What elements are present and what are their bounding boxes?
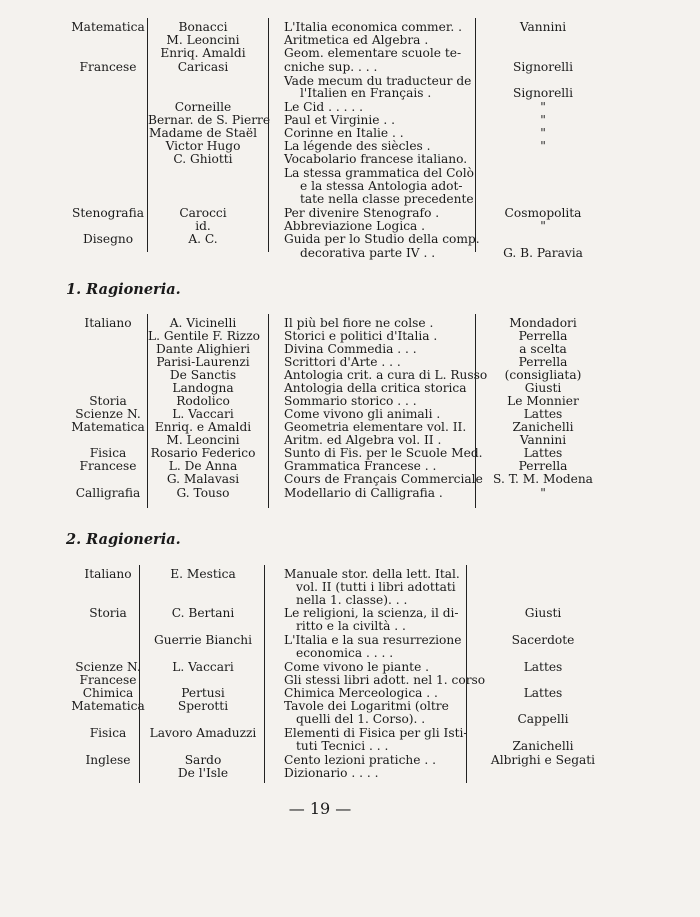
- publisher-cell: Cappelli: [517, 712, 569, 726]
- table-row: [0, 459, 700, 473]
- table-row: [0, 726, 700, 740]
- title-cell: Le religioni, la scienza, il di-: [284, 606, 459, 620]
- publisher-cell: G. B. Paravia: [503, 246, 583, 260]
- column-divider: [268, 18, 269, 252]
- title-cell: tuti Tecnici . . .: [296, 739, 389, 753]
- table-row: [0, 100, 700, 114]
- table-row: [0, 633, 700, 647]
- table-row: [0, 446, 700, 460]
- publisher-cell: ": [540, 219, 546, 233]
- title-cell: tate nella classe precedente: [300, 192, 474, 206]
- table-row: [0, 329, 700, 343]
- subject-cell: Stenografia: [72, 206, 144, 220]
- title-cell: Le Cid . . . . .: [284, 100, 363, 114]
- author-cell: L. Vaccari: [172, 407, 234, 421]
- publisher-cell: Perrella: [518, 459, 568, 473]
- subject-cell: Francese: [79, 673, 137, 687]
- subject-cell: Disegno: [82, 232, 134, 246]
- author-cell: A. C.: [188, 232, 218, 246]
- subject-cell: Francese: [79, 459, 137, 473]
- author-cell: Bonacci: [178, 20, 228, 34]
- publisher-cell: ": [540, 126, 546, 140]
- table-row: [0, 593, 700, 607]
- column-divider: [475, 18, 476, 252]
- title-cell: Sommario storico . . .: [284, 394, 417, 408]
- title-cell: Paul et Virginie . .: [284, 113, 395, 127]
- title-cell: Il più bel fiore ne colse .: [284, 316, 434, 330]
- title-cell: Modellario di Calligrafia .: [284, 486, 443, 500]
- title-cell: Manuale stor. della lett. Ital.: [284, 567, 460, 581]
- table-row: [0, 699, 700, 713]
- title-cell: nella 1. classe). . .: [296, 593, 408, 607]
- table-row: [0, 152, 700, 166]
- author-cell: Dante Alighieri: [156, 342, 250, 356]
- table-row: [0, 86, 700, 100]
- subject-cell: Fisica: [89, 726, 127, 740]
- title-cell: Cento lezioni pratiche . .: [284, 753, 436, 767]
- table-row: [0, 219, 700, 233]
- table-row: [0, 46, 700, 60]
- title-cell: Scrittori d'Arte . . .: [284, 355, 401, 369]
- column-divider: [147, 314, 148, 508]
- table-row: [0, 686, 700, 700]
- author-cell: Madame de Staël: [149, 126, 257, 140]
- publisher-cell: S. T. M. Modena: [493, 472, 593, 486]
- author-cell: M. Leoncini: [166, 433, 240, 447]
- publisher-cell: Lattes: [523, 446, 563, 460]
- title-cell: Come vivono gli animali .: [284, 407, 441, 421]
- author-cell: Caricasi: [177, 60, 229, 74]
- title-cell: l'Italien en Français .: [300, 86, 432, 100]
- table-row: [0, 166, 700, 180]
- author-cell: Guerrie Bianchi: [154, 633, 252, 647]
- table-row: [0, 619, 700, 633]
- subject-cell: Storia: [89, 394, 127, 408]
- table-row: [0, 606, 700, 620]
- title-cell: Vocabolario francese italiano.: [284, 152, 468, 166]
- publisher-cell: Le Monnier: [507, 394, 579, 408]
- subject-cell: Matematica: [71, 420, 145, 434]
- publisher-cell: Sacerdote: [511, 633, 575, 647]
- table-row: [0, 113, 700, 127]
- table-row: [0, 206, 700, 220]
- publisher-cell: ": [540, 139, 546, 153]
- author-cell: Victor Hugo: [165, 139, 241, 153]
- subject-cell: Calligrafia: [75, 486, 141, 500]
- column-divider: [475, 314, 476, 508]
- title-cell: vol. II (tutti i libri adottati: [296, 580, 456, 594]
- title-cell: Gli stessi libri adott. nel 1. corso: [284, 673, 486, 687]
- author-cell: Rosario Federico: [150, 446, 256, 460]
- publisher-cell: Perrella: [518, 329, 568, 343]
- author-cell: Sardo: [184, 753, 222, 767]
- author-cell: Rodolico: [176, 394, 230, 408]
- author-cell: C. Bertani: [171, 606, 235, 620]
- publisher-cell: Lattes: [523, 407, 563, 421]
- publisher-cell: Vannini: [519, 20, 567, 34]
- title-cell: Aritmetica ed Algebra .: [284, 33, 429, 47]
- table-row: [0, 660, 700, 674]
- title-cell: e la stessa Antologia adot-: [300, 179, 463, 193]
- table-row: [0, 580, 700, 594]
- section-title: 1. Ragioneria.: [66, 281, 181, 298]
- publisher-cell: Giusti: [524, 606, 562, 620]
- page-number: — 19 —: [288, 799, 352, 818]
- column-divider: [264, 565, 265, 783]
- author-cell: A. Vicinelli: [169, 316, 237, 330]
- table-row: [0, 381, 700, 395]
- table-row: [0, 394, 700, 408]
- subject-cell: Scienze N.: [75, 660, 141, 674]
- publisher-cell: Vannini: [519, 433, 567, 447]
- title-cell: Abbreviazione Logica .: [284, 219, 426, 233]
- author-cell: Parisi-Laurenzi: [156, 355, 250, 369]
- title-cell: ritto e la civiltà . .: [296, 619, 406, 633]
- author-cell: L. De Anna: [168, 459, 238, 473]
- column-divider: [466, 565, 467, 783]
- publisher-cell: Lattes: [523, 686, 563, 700]
- author-cell: E. Mestica: [170, 567, 236, 581]
- table-row: [0, 246, 700, 260]
- author-cell: M. Leoncini: [166, 33, 240, 47]
- title-cell: Dizionario . . . .: [284, 766, 379, 780]
- author-cell: Sperotti: [177, 699, 229, 713]
- title-cell: Geometria elementare vol. II.: [284, 420, 467, 434]
- author-cell: Enriq. e Amaldi: [154, 420, 252, 434]
- table-row: [0, 407, 700, 421]
- author-cell: L. Gentile F. Rizzo: [148, 329, 260, 343]
- table-row: [0, 472, 700, 486]
- table-row: [0, 486, 700, 500]
- author-cell: De Sanctis: [169, 368, 237, 382]
- table-row: [0, 33, 700, 47]
- table-row: [0, 673, 700, 687]
- publisher-cell: Zanichelli: [512, 420, 574, 434]
- table-row: [0, 20, 700, 34]
- publisher-cell: Zanichelli: [512, 739, 574, 753]
- publisher-cell: a scelta: [519, 342, 567, 356]
- author-cell: Pertusi: [181, 686, 225, 700]
- title-cell: Per divenire Stenografo .: [284, 206, 440, 220]
- title-cell: Elementi di Fisica per gli Isti-: [284, 726, 468, 740]
- table-row: [0, 342, 700, 356]
- subject-cell: Matematica: [71, 20, 145, 34]
- title-cell: Sunto di Fis. per le Scuole Med.: [284, 446, 483, 460]
- title-cell: Chimica Merceologica . .: [284, 686, 438, 700]
- publisher-cell: (consigliata): [504, 368, 582, 382]
- author-cell: G. Malavasi: [166, 472, 240, 486]
- column-divider: [268, 314, 269, 508]
- title-cell: Antologia della critica storica: [284, 381, 467, 395]
- publisher-cell: Lattes: [523, 660, 563, 674]
- table-row: [0, 316, 700, 330]
- title-cell: Grammatica Francese . .: [284, 459, 437, 473]
- publisher-cell: Signorelli: [513, 60, 573, 74]
- table-row: [0, 60, 700, 74]
- author-cell: Carocci: [179, 206, 227, 220]
- author-cell: L. Vaccari: [172, 660, 234, 674]
- table-row: [0, 368, 700, 382]
- title-cell: economica . . . .: [296, 646, 394, 660]
- publisher-cell: Cosmopolita: [504, 206, 582, 220]
- title-cell: cniche sup. . . .: [284, 60, 378, 74]
- table-row: [0, 433, 700, 447]
- title-cell: Tavole dei Logaritmi (oltre: [284, 699, 449, 713]
- title-cell: Aritm. ed Algebra vol. II .: [284, 433, 442, 447]
- title-cell: Vade mecum du traducteur de: [284, 74, 472, 88]
- title-cell: Geom. elementare scuole te-: [284, 46, 462, 60]
- table-row: [0, 126, 700, 140]
- table-row: [0, 420, 700, 434]
- title-cell: Guida per lo Studio della comp.: [284, 232, 480, 246]
- table-row: [0, 739, 700, 753]
- table-row: [0, 753, 700, 767]
- subject-cell: Inglese: [85, 753, 131, 767]
- publisher-cell: Giusti: [524, 381, 562, 395]
- publisher-cell: Signorelli: [513, 86, 573, 100]
- title-cell: Come vivono le piante .: [284, 660, 430, 674]
- publisher-cell: Albrighi e Segati: [490, 753, 596, 767]
- title-cell: Corinne en Italie . .: [284, 126, 404, 140]
- title-cell: La stessa grammatica del Colò: [284, 166, 474, 180]
- author-cell: Landogna: [172, 381, 234, 395]
- table-row: [0, 646, 700, 660]
- subject-cell: Italiano: [84, 567, 132, 581]
- column-divider: [139, 565, 140, 783]
- title-cell: Antologia crit. a cura di L. Russo: [284, 368, 488, 382]
- author-cell: Bernar. de S. Pierre: [148, 113, 271, 127]
- publisher-cell: ": [540, 486, 546, 500]
- subject-cell: Matematica: [71, 699, 145, 713]
- subject-cell: Fisica: [89, 446, 127, 460]
- publisher-cell: Perrella: [518, 355, 568, 369]
- publisher-cell: ": [540, 100, 546, 114]
- author-cell: Enriq. Amaldi: [160, 46, 246, 60]
- subject-cell: Storia: [89, 606, 127, 620]
- subject-cell: Italiano: [84, 316, 132, 330]
- section-title: 2. Ragioneria.: [66, 531, 181, 548]
- subject-cell: Francese: [79, 60, 137, 74]
- table-row: [0, 232, 700, 246]
- table-row: [0, 712, 700, 726]
- title-cell: Cours de Français Commerciale: [284, 472, 483, 486]
- subject-cell: Scienze N.: [75, 407, 141, 421]
- author-cell: G. Touso: [176, 486, 230, 500]
- publisher-cell: ": [540, 113, 546, 127]
- author-cell: De l'Isle: [177, 766, 229, 780]
- table-row: [0, 766, 700, 780]
- author-cell: Corneille: [174, 100, 232, 114]
- table-row: [0, 192, 700, 206]
- author-cell: C. Ghiotti: [173, 152, 233, 166]
- title-cell: decorativa parte IV . .: [300, 246, 436, 260]
- title-cell: quelli del 1. Corso). .: [296, 712, 426, 726]
- title-cell: La légende des siècles .: [284, 139, 431, 153]
- publisher-cell: Mondadori: [509, 316, 577, 330]
- table-row: [0, 567, 700, 581]
- table-row: [0, 179, 700, 193]
- column-divider: [147, 18, 148, 252]
- author-cell: Lavoro Amaduzzi: [149, 726, 257, 740]
- subject-cell: Chimica: [82, 686, 134, 700]
- title-cell: Storici e politici d'Italia .: [284, 329, 438, 343]
- title-cell: L'Italia economica commer. .: [284, 20, 462, 34]
- table-row: [0, 139, 700, 153]
- table-row: [0, 355, 700, 369]
- author-cell: id.: [195, 219, 211, 233]
- title-cell: L'Italia e la sua resurrezione: [284, 633, 462, 647]
- title-cell: Divina Commedia . . .: [284, 342, 417, 356]
